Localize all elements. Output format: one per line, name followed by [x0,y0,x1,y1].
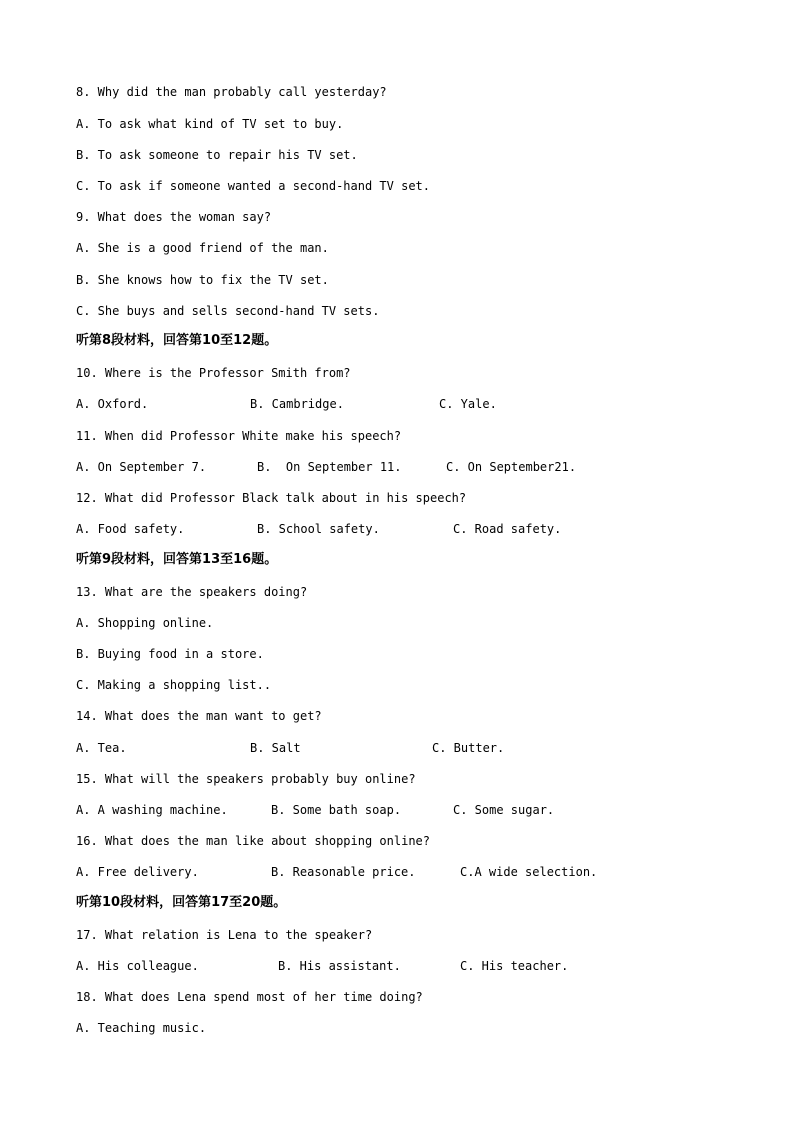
q12-option-c: C. Road safety. [453,522,562,536]
question-16: 16. What does the man like about shopping online? [76,834,431,848]
q14-option-b: B. Salt [250,741,301,755]
q11-option-a: A. On September 7. [76,460,207,474]
q16-options-row [76,864,716,880]
question-12: 12. What did Professor Black talk about in his speech? [76,491,467,505]
q13-option-c: C. Making a shopping list.. [76,678,272,692]
q9-option-b: B. She knows how to fix the TV set. [76,273,329,287]
question-13: 13. What are the speakers doing? [76,585,308,599]
q13-option-b: B. Buying food in a store. [76,647,264,661]
q17-option-a: A. His colleague. [76,959,199,973]
q15-option-a: A. A washing machine. [76,803,228,817]
section-9-heading: 听第9段材料，回答第13至16题。 [76,552,278,567]
q17-options-row [76,958,676,974]
q11-option-b: B. On September 11. [257,460,402,474]
q12-options-row [76,521,676,537]
q17-option-c: C. His teacher. [460,959,569,973]
q11-options-row [76,459,676,475]
q16-option-c: C.A wide selection. [460,865,598,879]
q10-options-row [76,396,676,412]
q8-option-a: A. To ask what kind of TV set to buy. [76,117,344,131]
q10-option-c: C. Yale. [439,397,497,411]
q9-option-c: C. She buys and sells second-hand TV sets. [76,304,380,318]
q16-option-b: B. Reasonable price. [271,865,416,879]
question-15: 15. What will the speakers probably buy online? [76,772,416,786]
q12-option-b: B. School safety. [257,522,380,536]
question-18: 18. What does Lena spend most of her time doing? [76,990,423,1004]
q15-option-c: C. Some sugar. [453,803,555,817]
q18-option-a: A. Teaching music. [76,1021,207,1035]
question-10: 10. Where is the Professor Smith from? [76,366,351,380]
q14-option-c: C. Butter. [432,741,505,755]
question-8: 8. Why did the man probably call yesterday? [76,85,387,99]
q8-option-c: C. To ask if someone wanted a second-hand TV set. [76,179,431,193]
q16-option-a: A. Free delivery. [76,865,199,879]
question-17: 17. What relation is Lena to the speaker? [76,928,373,942]
q9-option-a: A. She is a good friend of the man. [76,241,329,255]
q14-options-row [76,740,676,756]
q12-option-a: A. Food safety. [76,522,185,536]
q8-option-b: B. To ask someone to repair his TV set. [76,148,358,162]
section-10-heading: 听第10段材料，回答第17至20题。 [76,895,287,910]
q10-option-b: B. Cambridge. [250,397,344,411]
q17-option-b: B. His assistant. [278,959,401,973]
question-11: 11. When did Professor White make his speech? [76,429,402,443]
q11-option-c: C. On September21. [446,460,577,474]
question-9: 9. What does the woman say? [76,210,272,224]
q15-option-b: B. Some bath soap. [271,803,402,817]
q14-option-a: A. Tea. [76,741,127,755]
section-8-heading: 听第8段材料，回答第10至12题。 [76,333,278,348]
q10-option-a: A. Oxford. [76,397,149,411]
q15-options-row [76,802,676,818]
question-14: 14. What does the man want to get? [76,709,322,723]
q13-option-a: A. Shopping online. [76,616,214,630]
